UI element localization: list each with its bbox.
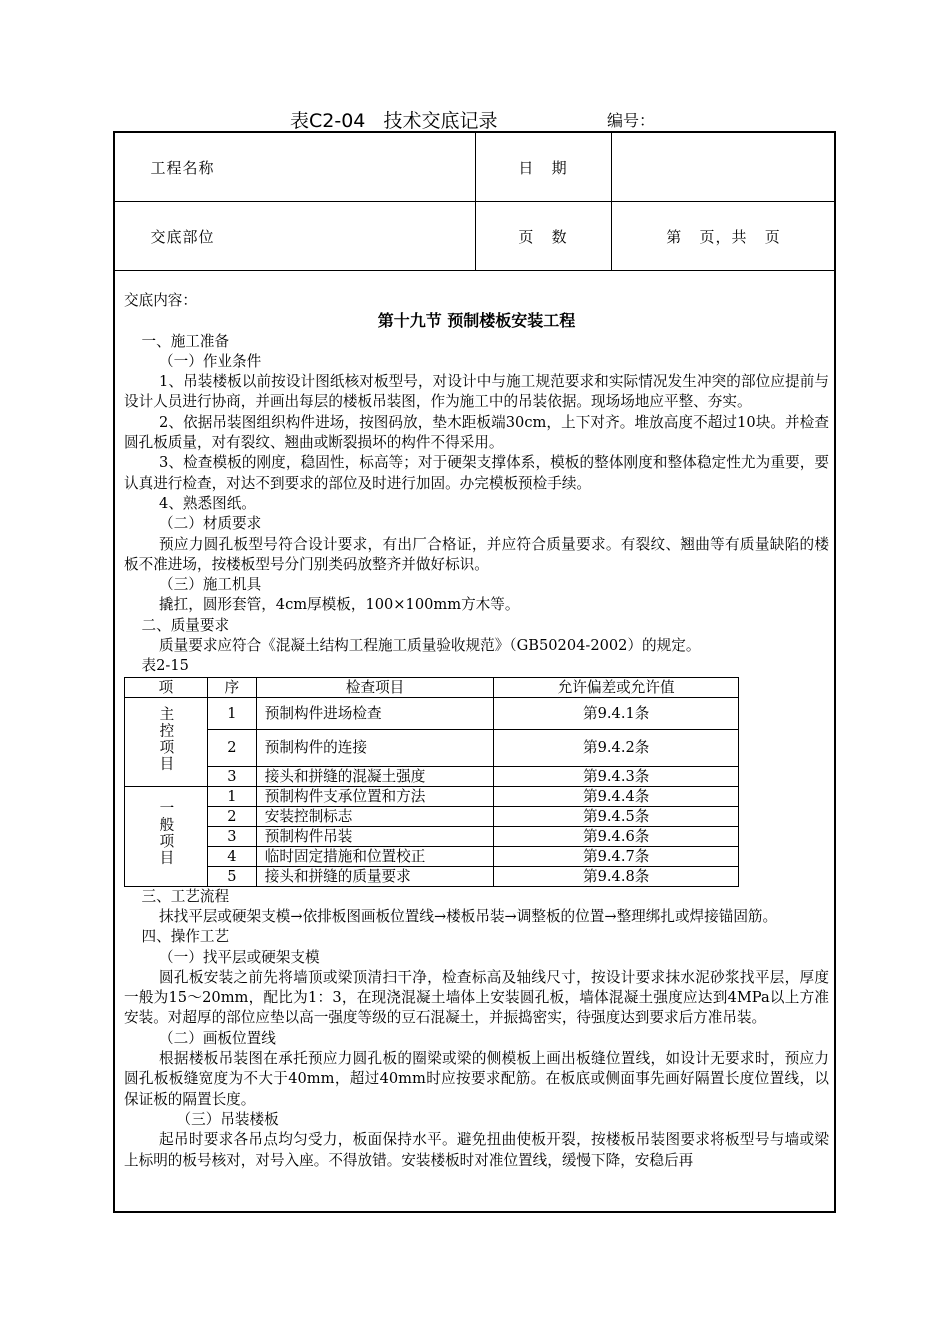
row-value: 第9.4.2条 xyxy=(494,729,739,766)
table-label: 表2-15 xyxy=(141,657,189,675)
subheading: （三）施工机具 xyxy=(159,576,262,594)
table-row xyxy=(125,786,739,806)
group-general-label: 一般项目 xyxy=(157,800,175,867)
row-item: 预制构件的连接 xyxy=(256,729,494,766)
location-value[interactable] xyxy=(250,202,475,270)
table-row xyxy=(125,697,739,729)
record-form xyxy=(113,131,836,1213)
heading: 一、施工准备 xyxy=(141,332,230,350)
table-row xyxy=(125,806,739,826)
section-title: 第十九节 预制楼板安装工程 xyxy=(377,311,576,331)
table-row xyxy=(125,766,739,786)
heading: 二、质量要求 xyxy=(141,616,230,634)
group-main-label: 主控项目 xyxy=(157,705,175,773)
table-header: 项 xyxy=(125,677,208,697)
row-no: 1 xyxy=(207,786,256,806)
row-item: 接头和拼缝的混凝土强度 xyxy=(256,766,494,786)
form-title: 表C2-04 技术交底记录 xyxy=(290,110,498,132)
table-row xyxy=(125,826,739,846)
row-item: 安装控制标志 xyxy=(256,806,494,826)
table-row xyxy=(125,846,739,866)
intro-label: 交底内容： xyxy=(124,292,197,309)
heading: 四、操作工艺 xyxy=(141,928,230,946)
paragraph: 1、吊装楼板以前按设计图纸核对板型号，对设计中与施工规范要求和实际情况发生冲突的部位应提前与设计人员进行协商，并画出每层的楼板吊装图，作为施工中的吊装依据。现场场地应平整、夯实。 xyxy=(124,373,829,411)
table-row xyxy=(125,729,739,766)
subheading: （一）作业条件 xyxy=(159,352,262,370)
row-value: 第9.4.7条 xyxy=(494,846,739,866)
row-no: 4 xyxy=(207,846,256,866)
row-item: 预制构件吊装 xyxy=(256,826,494,846)
row-value: 第9.4.1条 xyxy=(494,697,739,729)
row-item: 预制构件进场检查 xyxy=(256,697,494,729)
number-label: 编号： xyxy=(607,111,656,130)
row-no: 5 xyxy=(207,866,256,886)
table-header: 允许偏差或允许值 xyxy=(494,677,739,697)
paragraph: 抹找平层或硬架支模→依排板图画板位置线→楼板吊装→调整板的位置→整理绑扎或焊接锚固筋。 xyxy=(159,907,778,925)
table-header-row xyxy=(125,677,739,697)
row-item: 接头和拼缝的质量要求 xyxy=(256,866,494,886)
date-value[interactable] xyxy=(611,133,836,201)
paragraph: 2、依据吊装图组织构件进场，按图码放，垫木距板端30cm，上下对齐。堆放高度不超过10块。并检查圆孔板质量，对有裂纹、翘曲或断裂损坏的构件不得采用。 xyxy=(124,413,829,452)
table-header: 检查项目 xyxy=(256,677,494,697)
subheading: （三）吊装楼板 xyxy=(176,1110,279,1128)
paragraph: 3、检查模板的刚度，稳固性，标高等；对于硬架支撑体系，模板的整体刚度和整体稳定性尤为重要，要认真进行检查，对达不到要求的部位及时进行加固。办完模板预检手续。 xyxy=(124,454,829,492)
row-item: 预制构件支承位置和方法 xyxy=(256,786,494,806)
paragraph: 圆孔板安装之前先将墙顶或梁顶清扫干净，检查标高及轴线尺寸，按设计要求抹水泥砂浆找平层，厚度一般为15～20mm，配比为1：3，在现浇混凝土墙体上安装圆孔板，墙体混凝土强度应达到4MPa以上方准安装。对超厚的部位应垫以高一强度等级的豆石混凝土，并振捣密实，待强度达到要求后方准吊装。 xyxy=(124,968,829,1027)
paragraph: 起吊时要求各吊点均匀受力，板面保持水平。避免扭曲使板开裂，按楼板吊装图要求将板型号与墙或梁上标明的板号核对，对号入座。不得放错。安装楼板时对准位置线，缓慢下降，安稳后再 xyxy=(124,1131,829,1169)
disclosure-content xyxy=(124,291,829,1171)
paragraph: 4、熟悉图纸。 xyxy=(159,494,256,512)
paragraph: 预应力圆孔板型号符合设计要求，有出厂合格证，并应符合质量要求。有裂纹、翘曲等有质量缺陷的楼板不准进场，按楼板型号分门别类码放整齐并做好标识。 xyxy=(124,535,829,573)
row-no: 2 xyxy=(207,806,256,826)
table-row xyxy=(125,866,739,886)
table-header: 序 xyxy=(207,677,256,697)
row-no: 1 xyxy=(207,697,256,729)
pages-value: 第 页，共 页 xyxy=(666,227,781,246)
subheading: （一）找平层或硬架支模 xyxy=(159,948,320,966)
date-label: 日 期 xyxy=(518,158,568,177)
row-value: 第9.4.6条 xyxy=(494,826,739,846)
row-item: 临时固定措施和位置校正 xyxy=(256,846,494,866)
form-header xyxy=(0,106,950,134)
row-value: 第9.4.8条 xyxy=(494,866,739,886)
inspection-table xyxy=(124,677,739,887)
project-name-label: 工程名称 xyxy=(150,158,215,177)
paragraph: 撬扛，圆形套管，4cm厚模板，100×100mm方木等。 xyxy=(159,596,520,614)
row-value: 第9.4.3条 xyxy=(494,766,739,786)
paragraph: 质量要求应符合《混凝土结构工程施工质量验收规范》（GB50204-2002）的规定。 xyxy=(159,637,701,655)
grid-line xyxy=(115,270,834,271)
row-no: 3 xyxy=(207,826,256,846)
project-name-value[interactable] xyxy=(250,133,475,201)
subheading: （二）画板位置线 xyxy=(159,1029,276,1047)
row-no: 2 xyxy=(207,729,256,766)
heading: 三、工艺流程 xyxy=(141,887,230,905)
location-label: 交底部位 xyxy=(150,227,215,246)
row-value: 第9.4.5条 xyxy=(494,806,739,826)
row-value: 第9.4.4条 xyxy=(494,786,739,806)
pages-label: 页 数 xyxy=(518,227,568,246)
subheading: （二）材质要求 xyxy=(159,515,262,533)
paragraph: 根据楼板吊装图在承托预应力圆孔板的圈梁或梁的侧模板上画出板缝位置线，如设计无要求时，预应力圆孔板板缝宽度为不大于40mm，超过40mm时应按要求配筋。在板底或侧面事先画好隔置长度位置线，以保证板的隔置长度。 xyxy=(124,1050,829,1108)
row-no: 3 xyxy=(207,766,256,786)
